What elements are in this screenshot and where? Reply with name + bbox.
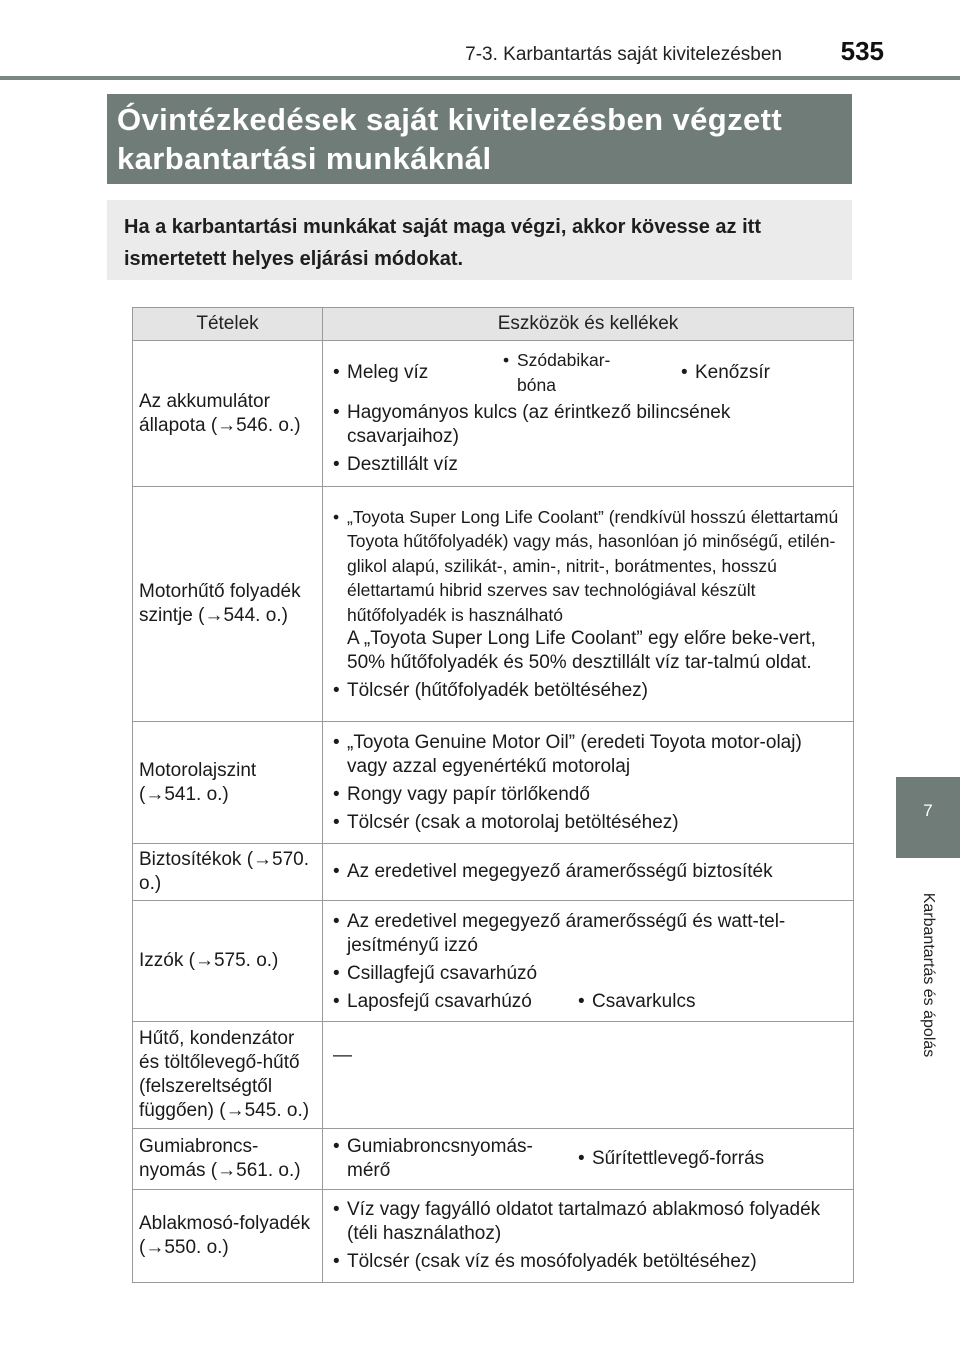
- bullet-icon: •: [333, 1199, 340, 1220]
- bullet-icon: •: [333, 454, 340, 475]
- list-item: • „Toyota Genuine Motor Oil” (eredeti Toyota motor-olaj) vagy azzal egyenértékű motorolaj: [333, 731, 802, 777]
- header-rule: [0, 76, 960, 80]
- table-row: [133, 1022, 854, 1129]
- list-item: • Szódabikar-bóna: [503, 348, 681, 397]
- list-item: • Kenőzsír: [681, 361, 770, 383]
- bullet-icon: •: [333, 991, 340, 1012]
- row-tools-cell: [323, 901, 854, 1022]
- list-item: • Tölcsér (hűtőfolyadék betöltéséhez): [333, 680, 648, 702]
- bullet-icon: •: [333, 1136, 340, 1157]
- list-item: • Az eredetivel megegyező áramerősségű biztosíték: [333, 861, 773, 882]
- bullet-icon: •: [333, 506, 340, 527]
- section-title: Óvintézkedések saját kivitelezésben végzett karbantartási munkáknál: [117, 102, 783, 176]
- table-header-row: [133, 308, 854, 341]
- list-item: • Laposfejű csavarhúzó: [333, 991, 532, 1012]
- list-item: • Tölcsér (csak víz és mosófolyadék betöltéséhez): [333, 1251, 757, 1272]
- bullet-icon: •: [333, 811, 340, 833]
- tools-inline-group: [333, 348, 845, 397]
- table-row: [133, 722, 854, 844]
- section-title-band: [107, 94, 852, 184]
- list-item: • Sűrítettlevegő-forrás: [578, 1148, 765, 1169]
- table-row: [133, 1129, 854, 1190]
- row-item-label: Motorolajszint (→541. o.): [133, 722, 323, 844]
- bullet-icon: •: [333, 783, 340, 805]
- intro-box: [107, 200, 852, 280]
- chapter-number: 7: [923, 801, 933, 820]
- row-tools-cell: [323, 487, 854, 722]
- row-tools-cell: [323, 341, 854, 487]
- row-tools-cell: [323, 844, 854, 901]
- row-tools-cell: [323, 1190, 854, 1283]
- list-item: • Tölcsér (csak a motorolaj betöltéséhez): [333, 811, 679, 833]
- bullet-icon: •: [333, 1251, 340, 1272]
- column-header-tools: Eszközök és kellékek: [323, 308, 854, 341]
- bullet-icon: •: [333, 911, 340, 932]
- bullet-icon: •: [681, 361, 688, 383]
- list-item: • Rongy vagy papír törlőkendő: [333, 783, 590, 805]
- bullet-icon: •: [333, 963, 340, 984]
- row-item-label: Gumiabroncs-nyomás (→561. o.): [133, 1129, 323, 1190]
- bullet-icon: •: [333, 402, 340, 423]
- maintenance-items-table: [132, 307, 854, 1283]
- list-item: • Desztillált víz: [333, 454, 458, 475]
- table-row: [133, 487, 854, 722]
- intro-text: Ha a karbantartási munkákat saját maga végzi, akkor kövesse az itt ismertetett helyes eljárási módokat.: [124, 216, 761, 270]
- row-item-label: Hűtő, kondenzátor és töltőlevegő-hűtő (felszereltségtől függően) (→545. o.): [133, 1022, 323, 1129]
- list-item: • Csavarkulcs: [578, 991, 696, 1012]
- bullet-icon: •: [503, 350, 510, 370]
- row-item-label: Ablakmosó-folyadék (→550. o.): [133, 1190, 323, 1283]
- bullet-icon: •: [333, 361, 340, 383]
- page-number: 535: [840, 36, 884, 66]
- row-item-label: Izzók (→575. o.): [133, 901, 323, 1022]
- table-row: [133, 844, 854, 901]
- row-item-label: Az akkumulátor állapota (→546. o.): [133, 341, 323, 487]
- chapter-label-text: Karbantartás és ápolás: [920, 892, 937, 1058]
- row-tools-cell: [323, 722, 854, 844]
- bullet-icon: •: [333, 680, 340, 702]
- list-item: • Az eredetivel megegyező áramerősségű és watt-tel-jesítményű izzó: [333, 911, 786, 956]
- bullet-icon: •: [578, 991, 585, 1012]
- bullet-icon: •: [333, 861, 340, 882]
- list-item: • „Toyota Super Long Life Coolant” (rendkívül hosszú élettartamú Toyota hűtőfolyadék) vagy más, hasonlóan jó minőségű, etilén-glikol alapú, szilikát-, amin-, nitrit-, borátmentes, hosszú élettartamú hibrid szerves sav technológiával készült hűtőfolyadék is használható: [333, 505, 845, 628]
- list-item: • Víz vagy fagyálló oldatot tartalmazó ablakmosó folyadék (téli használathoz): [333, 1199, 821, 1244]
- row-item-label: Biztosítékok (→570. o.): [133, 844, 323, 901]
- list-item: • Hagyományos kulcs (az érintkező bilincsének csavarjaihoz): [333, 402, 731, 447]
- bullet-icon: •: [333, 731, 340, 753]
- row-tools-cell: [323, 1129, 854, 1190]
- no-tools-dash: —: [333, 1045, 352, 1066]
- table-row: [133, 1190, 854, 1283]
- row-item-label: Motorhűtő folyadék szintje (→544. o.): [133, 487, 323, 722]
- tools-inline-group: [333, 990, 845, 1014]
- list-item: • Gumiabroncsnyomás-mérő: [333, 1136, 533, 1181]
- chapter-tab: [896, 777, 960, 858]
- list-item: • Csillagfejű csavarhúzó: [333, 963, 538, 984]
- table-row: [133, 901, 854, 1022]
- column-header-items: Tételek: [133, 308, 323, 341]
- list-item-note: A „Toyota Super Long Life Coolant” egy előre beke-vert, 50% hűtőfolyadék és 50% desztillált víz tar-talmú oldat.: [347, 628, 816, 674]
- row-tools-cell: [323, 1022, 854, 1129]
- running-header: 7-3. Karbantartás saját kivitelezésben: [465, 44, 782, 65]
- list-item: • Meleg víz: [333, 361, 429, 383]
- bullet-icon: •: [578, 1148, 585, 1169]
- table-row: [133, 341, 854, 487]
- tools-inline-group: [333, 1135, 845, 1183]
